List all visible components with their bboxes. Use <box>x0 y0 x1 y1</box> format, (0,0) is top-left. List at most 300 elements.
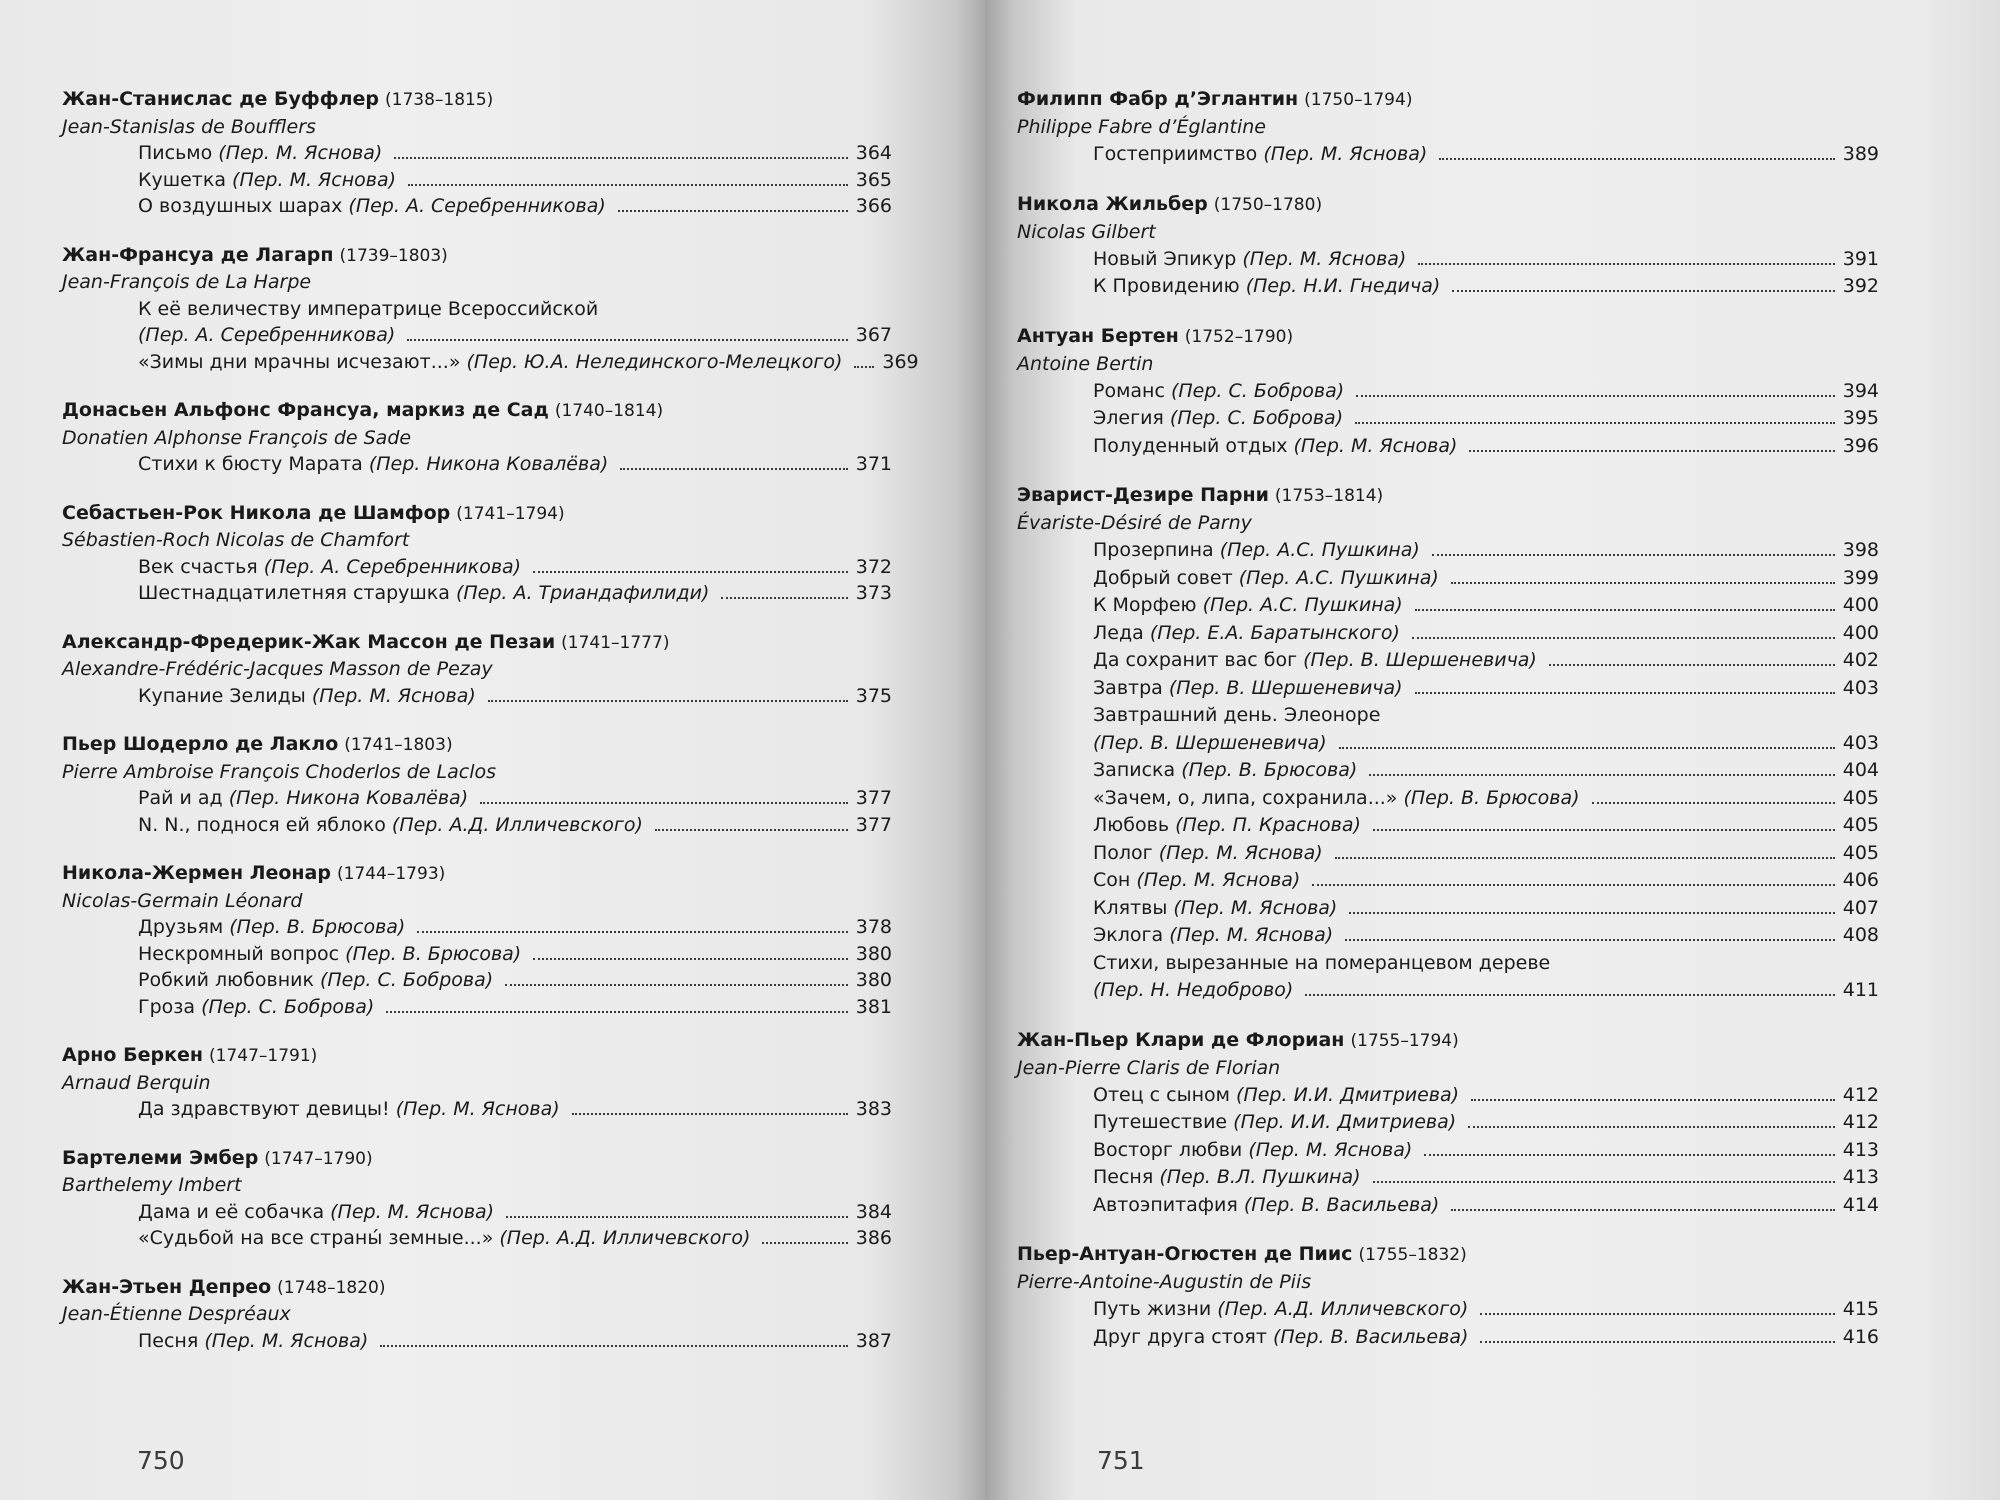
work-page-number: 399 <box>1842 566 1879 589</box>
author-dates: (1755–1832) <box>1358 1245 1467 1265</box>
work-page-number: 403 <box>1842 731 1879 754</box>
work-title: Автоэпитафия <box>1093 1193 1238 1216</box>
work-row <box>1093 565 1879 593</box>
work-title: Стихи к бюсту Марата <box>138 453 363 475</box>
work-page-number: 375 <box>855 684 892 707</box>
leader-dots <box>1373 829 1835 831</box>
work-translator: (Пер. В. Васильева) <box>1272 1325 1469 1348</box>
work-page-number: 408 <box>1842 924 1879 946</box>
work-translator: (Пер. М. Яснова) <box>232 168 396 191</box>
works-list <box>138 683 892 710</box>
works-list <box>1093 246 1879 301</box>
work-row <box>1093 785 1879 813</box>
work-text <box>1093 840 1323 868</box>
work-title: Нескромный вопрос <box>138 942 340 965</box>
work-page-number: 367 <box>855 324 892 346</box>
work-translator: (Пер. А.Д. Илличевского) <box>391 813 643 836</box>
work-row <box>138 914 892 941</box>
leader-dots <box>1468 1126 1835 1128</box>
work-text <box>138 167 396 194</box>
work-title: Новый Эпикур <box>1093 247 1237 270</box>
leader-dots <box>380 1345 847 1347</box>
toc-entry <box>62 860 892 1020</box>
work-text <box>1093 1137 1412 1165</box>
toc-entry <box>1017 191 1879 301</box>
work-translator: (Пер. Н. Недоброво) <box>1093 979 1294 1001</box>
author-line <box>62 731 892 759</box>
author-original-name: Philippe Fabre d’Églantine <box>1017 116 1266 138</box>
work-translator: (Пер. С. Боброва) <box>1169 407 1344 429</box>
author-dates: (1748–1820) <box>277 1277 386 1298</box>
work-page-number: 380 <box>855 942 892 965</box>
work-translator: (Пер. М. Яснова) <box>1248 1138 1413 1161</box>
work-text <box>1093 565 1439 593</box>
work-title: Полуденный отдых <box>1093 434 1288 457</box>
leader-dots <box>386 1011 847 1013</box>
work-translator: (Пер. И.И. Дмитриева) <box>1236 1083 1460 1106</box>
work-page-number: 398 <box>1842 539 1879 561</box>
work-page-number: 381 <box>855 995 892 1018</box>
work-title: К Провидению <box>1093 275 1240 297</box>
work-title: Эклога <box>1093 924 1164 946</box>
work-page-number: 377 <box>855 813 892 836</box>
author-name: Жан-Станислас де Буффлер <box>62 88 380 110</box>
work-page-number: 407 <box>1842 896 1879 919</box>
leader-dots <box>505 984 848 986</box>
leader-dots <box>618 210 848 212</box>
work-translator: (Пер. М. Яснова) <box>1158 841 1323 864</box>
leader-dots <box>488 700 848 702</box>
work-title: Путь жизни <box>1093 1298 1212 1320</box>
work-title: Леда <box>1093 621 1144 644</box>
leader-dots <box>762 1242 847 1244</box>
leader-dots <box>1373 1181 1835 1183</box>
author-line <box>1017 1027 1879 1055</box>
work-text <box>138 994 374 1021</box>
author-dates: (1755–1794) <box>1350 1030 1459 1051</box>
work-text <box>138 1199 494 1226</box>
work-title: Отец с сыном <box>1093 1083 1230 1106</box>
works-list <box>138 785 892 838</box>
author-original-name: Jean-Stanislas de Boufflers <box>62 115 316 138</box>
leader-dots <box>1412 637 1835 639</box>
work-row <box>1093 867 1879 895</box>
leader-dots <box>655 829 848 831</box>
work-row <box>1093 141 1879 169</box>
author-original-name: Barthelemy Imbert <box>62 1174 242 1196</box>
work-row <box>1093 675 1879 703</box>
leader-dots <box>620 468 847 470</box>
leader-dots <box>417 931 847 933</box>
work-page-number: 392 <box>1842 275 1879 297</box>
work-page-number: 413 <box>1842 1166 1879 1188</box>
work-title: Письмо <box>138 142 213 164</box>
works-list <box>138 140 892 220</box>
work-translator: (Пер. М. Яснова) <box>1263 143 1428 165</box>
author-dates: (1752–1790) <box>1184 326 1294 347</box>
toc-entry <box>1017 86 1879 169</box>
work-text <box>1093 1164 1361 1192</box>
author-original-name: Pierre-Antoine-Augustin de Piis <box>1017 1271 1312 1293</box>
work-text <box>1093 433 1457 461</box>
work-page-number: 391 <box>1842 247 1879 270</box>
author-name: Арно Беркен <box>62 1044 203 1066</box>
author-line <box>62 629 892 657</box>
leader-dots <box>1355 422 1835 424</box>
work-page-number: 380 <box>855 969 892 991</box>
author-dates: (1739–1803) <box>339 245 448 266</box>
author-name: Себастьен-Рок Никола де Шамфор <box>62 501 451 524</box>
work-translator: (Пер. Никона Ковалёва) <box>368 453 609 475</box>
leader-dots <box>1480 1313 1834 1315</box>
work-row <box>138 1328 892 1355</box>
leader-dots <box>1415 692 1835 694</box>
work-title: Песня <box>1093 1166 1154 1188</box>
work-row <box>138 451 892 478</box>
work-title: «Зачем, о, липа, сохранила...» <box>1093 786 1398 809</box>
work-translator: (Пер. А.С. Пушкина) <box>1202 594 1403 616</box>
work-translator: (Пер. М. Яснова) <box>1242 247 1407 270</box>
author-line <box>1017 191 1879 219</box>
work-page-number: 373 <box>855 582 892 604</box>
work-row <box>1093 922 1879 950</box>
leader-dots <box>1369 774 1834 776</box>
work-title: «Судьбой на все страны́ земные...» <box>138 1227 494 1249</box>
work-translator: (Пер. А.Д. Илличевского) <box>1217 1298 1469 1320</box>
work-row <box>138 1199 892 1226</box>
work-page-number: 402 <box>1842 649 1879 671</box>
work-translator: (Пер. А. Серебренникова) <box>138 324 396 346</box>
leader-dots <box>533 571 848 573</box>
work-title: Песня <box>138 1329 199 1352</box>
work-page-number: 411 <box>1842 979 1879 1001</box>
work-translator: (Пер. В. Брюсова) <box>1181 759 1358 781</box>
work-page-number: 413 <box>1842 1138 1879 1161</box>
author-line <box>62 860 892 888</box>
work-text <box>1093 757 1357 785</box>
work-text <box>1093 647 1537 675</box>
works-list <box>1093 141 1879 169</box>
leader-dots <box>407 339 847 341</box>
author-dates: (1744–1793) <box>336 864 446 884</box>
works-list <box>138 451 892 478</box>
work-translator: (Пер. А.С. Пушкина) <box>1238 566 1439 589</box>
work-row <box>1093 730 1879 758</box>
author-name: Бартелеми Эмбер <box>62 1146 259 1169</box>
work-row <box>1093 840 1879 868</box>
work-page-number: 364 <box>855 142 892 164</box>
author-name: Пьер Шодерло де Лакло <box>62 733 339 755</box>
leader-dots <box>1424 1154 1834 1156</box>
work-row <box>138 580 892 607</box>
work-translator: (Пер. В. Брюсова) <box>1403 786 1580 809</box>
work-text <box>1093 702 1380 730</box>
work-row <box>138 554 892 581</box>
works-list <box>138 1199 892 1252</box>
works-list <box>138 914 892 1020</box>
work-row <box>1093 1164 1879 1192</box>
work-text <box>1093 1192 1439 1220</box>
work-title: Прозерпина <box>1093 539 1214 561</box>
work-title: Завтрашний день. Элеоноре <box>1093 704 1381 726</box>
author-original-name: Donatien Alphonse François de Sade <box>62 426 412 449</box>
work-page-number: 405 <box>1842 814 1879 836</box>
work-row <box>1093 977 1879 1005</box>
work-text <box>138 1328 368 1355</box>
toc-entry <box>62 1145 892 1252</box>
work-page-number: 400 <box>1842 594 1879 616</box>
work-page-number: 384 <box>855 1200 892 1223</box>
work-row <box>138 785 892 812</box>
work-translator: (Пер. М. Яснова) <box>218 142 383 164</box>
author-name: Эварист-Дезире Парни <box>1017 484 1269 506</box>
work-title: Век счастья <box>138 555 258 578</box>
work-title: Восторг любви <box>1093 1138 1243 1161</box>
leader-dots <box>721 597 847 599</box>
work-title: Элегия <box>1093 407 1164 429</box>
author-line <box>1017 86 1879 114</box>
work-row <box>1093 757 1879 785</box>
work-row <box>138 941 892 968</box>
works-list <box>1093 1082 1879 1220</box>
work-row <box>1093 433 1879 461</box>
work-page-number: 403 <box>1842 676 1879 699</box>
work-title: Робкий любовник <box>138 969 314 991</box>
work-title: Любовь <box>1093 814 1170 836</box>
work-text <box>1093 1324 1468 1352</box>
author-name: Пьер-Антуан-Огюстен де Пиис <box>1017 1243 1353 1265</box>
work-page-number: 415 <box>1842 1298 1879 1320</box>
author-original-name: Jean-Pierre Claris de Florian <box>1017 1056 1281 1079</box>
work-text <box>1093 592 1403 620</box>
work-title: Добрый совет <box>1093 566 1233 589</box>
author-name: Филипп Фабр д’Эглантин <box>1017 88 1299 110</box>
work-text <box>1093 273 1440 301</box>
author-original-name: Nicolas-Germain Léonard <box>62 889 303 912</box>
leader-dots <box>480 802 848 804</box>
toc-entry <box>1017 1027 1879 1220</box>
work-row <box>1093 1324 1879 1352</box>
work-translator: (Пер. В. Васильева) <box>1243 1193 1440 1216</box>
author-line <box>62 1042 892 1070</box>
author-name: Донасьен Альфонс Франсуа, маркиз де Сад <box>62 399 549 421</box>
work-text <box>138 785 468 812</box>
work-page-number: 412 <box>1842 1111 1879 1133</box>
author-line <box>62 500 892 528</box>
work-row <box>1093 895 1879 923</box>
work-translator: (Пер. М. Яснова) <box>1173 896 1338 919</box>
work-title: Шестнадцатилетняя старушка <box>138 582 450 604</box>
work-text <box>138 683 476 710</box>
work-translator: (Пер. А.С. Пушкина) <box>1219 539 1420 561</box>
work-translator: (Пер. С. Боброва) <box>319 969 494 991</box>
author-line <box>1017 323 1879 351</box>
leader-dots <box>1549 664 1835 666</box>
work-translator: (Пер. П. Краснова) <box>1175 814 1361 836</box>
work-title: Клятвы <box>1093 896 1168 919</box>
work-row <box>138 967 892 994</box>
leader-dots <box>1356 395 1835 397</box>
work-translator: (Пер. Н.И. Гнедича) <box>1245 275 1441 297</box>
work-text <box>138 580 709 607</box>
work-translator: (Пер. Е.А. Баратынского) <box>1149 621 1400 644</box>
work-row <box>1093 1082 1879 1110</box>
work-page-number: 400 <box>1842 621 1879 644</box>
works-list <box>138 296 919 376</box>
work-translator: (Пер. В. Шершеневича) <box>1168 676 1403 699</box>
leader-dots <box>394 157 847 159</box>
work-page-number: 404 <box>1842 759 1879 781</box>
author-line <box>62 242 892 270</box>
toc-entry <box>62 629 892 710</box>
work-translator: (Пер. М. Яснова) <box>1169 924 1334 946</box>
work-translator: (Пер. М. Яснова) <box>1136 869 1301 891</box>
work-page-number: 386 <box>855 1227 892 1249</box>
leader-dots <box>1418 263 1834 265</box>
leader-dots <box>1345 939 1835 941</box>
work-text <box>1093 977 1293 1005</box>
left-toc-column <box>62 86 919 1376</box>
work-text <box>1093 812 1361 840</box>
work-page-number: 405 <box>1842 786 1879 809</box>
work-title: Путешествие <box>1093 1111 1228 1133</box>
work-row <box>1093 537 1879 565</box>
work-translator: (Пер. И.И. Дмитриева) <box>1233 1111 1457 1133</box>
work-translator: (Пер. Ю.А. Нелединского-Мелецкого) <box>466 350 843 373</box>
works-list <box>138 554 892 607</box>
work-title: Кушетка <box>138 168 226 191</box>
leader-dots <box>1312 884 1834 886</box>
author-original-name: Jean-Étienne Despréaux <box>62 1303 291 1325</box>
work-translator: (Пер. В. Шершеневича) <box>1093 731 1327 754</box>
left-page <box>0 0 985 1500</box>
work-row <box>1093 405 1879 433</box>
work-page-number: 394 <box>1842 379 1879 402</box>
work-row <box>1093 1192 1879 1220</box>
work-page-number: 396 <box>1842 434 1879 457</box>
work-title: Да здравствуют девицы! <box>138 1098 390 1120</box>
leader-dots <box>1451 1209 1834 1211</box>
works-list <box>1093 378 1879 461</box>
work-text <box>138 554 521 581</box>
work-text <box>138 451 608 478</box>
author-dates: (1747–1791) <box>208 1046 318 1066</box>
work-row <box>138 683 892 710</box>
work-title: К её величеству императрице Всероссийской <box>138 297 599 320</box>
work-text <box>1093 537 1420 565</box>
work-row <box>138 994 892 1021</box>
work-page-number: 412 <box>1842 1083 1879 1106</box>
work-row <box>138 193 892 220</box>
leader-dots <box>533 958 848 960</box>
right-page <box>985 0 2000 1500</box>
author-dates: (1750–1794) <box>1304 90 1413 110</box>
work-title: «Зимы дни мрачны исчезают...» <box>138 350 461 373</box>
work-text <box>138 1225 750 1252</box>
toc-entry <box>62 731 892 838</box>
work-title: Да сохранит вас бог <box>1093 649 1298 671</box>
work-page-number: 366 <box>855 195 892 217</box>
work-text <box>1093 730 1327 758</box>
work-text <box>1093 675 1403 703</box>
work-title: Друзьям <box>138 916 224 938</box>
work-text <box>1093 1296 1468 1324</box>
toc-entry <box>1017 1241 1879 1351</box>
work-translator: (Пер. М. Яснова) <box>395 1098 560 1120</box>
author-original-name: Jean-François de La Harpe <box>62 271 312 293</box>
work-text <box>138 1096 560 1123</box>
work-page-number: 414 <box>1842 1193 1879 1216</box>
leader-dots <box>506 1216 848 1218</box>
author-line <box>62 1145 892 1173</box>
toc-entry <box>62 397 892 478</box>
work-page-number: 383 <box>855 1098 892 1120</box>
work-row <box>1093 950 1879 978</box>
author-original-name: Évariste-Désiré de Parny <box>1017 512 1252 534</box>
work-row <box>138 296 892 323</box>
work-row <box>138 349 919 376</box>
works-list <box>138 1096 892 1123</box>
work-translator: (Пер. М. Яснова) <box>1293 434 1458 457</box>
work-title: О воздушных шарах <box>138 195 343 217</box>
work-row <box>1093 620 1879 648</box>
work-title: Сон <box>1093 869 1131 891</box>
work-page-number: 369 <box>882 350 919 373</box>
leader-dots <box>1335 857 1835 859</box>
leader-dots <box>1451 582 1835 584</box>
work-title: Романс <box>1093 379 1165 402</box>
leader-dots <box>1349 912 1834 914</box>
leader-dots <box>1452 290 1834 292</box>
work-row <box>1093 1137 1879 1165</box>
work-row <box>1093 1296 1879 1324</box>
work-page-number: 406 <box>1842 869 1879 891</box>
author-dates: (1753–1814) <box>1274 486 1384 506</box>
work-row <box>1093 246 1879 274</box>
work-row <box>1093 812 1879 840</box>
author-line <box>62 1274 892 1302</box>
author-line <box>1017 482 1879 510</box>
author-line <box>62 397 892 425</box>
toc-entry <box>62 500 892 607</box>
work-text <box>1093 922 1333 950</box>
author-name: Александр-Фредерик-Жак Массон де Пезаи <box>62 630 556 653</box>
leader-dots <box>1480 1341 1834 1343</box>
toc-entry <box>62 1042 892 1123</box>
works-list <box>1093 537 1879 1005</box>
author-original-name: Sébastien-Roch Nicolas de Chamfort <box>62 529 410 551</box>
work-title: Стихи, вырезанные на померанцевом дереве <box>1093 951 1551 974</box>
work-row <box>1093 378 1879 406</box>
work-title: Гроза <box>138 995 196 1018</box>
work-page-number: 365 <box>855 168 892 191</box>
toc-entry <box>1017 323 1879 461</box>
work-row <box>1093 592 1879 620</box>
author-original-name: Antoine Bertin <box>1017 352 1154 375</box>
work-text <box>1093 141 1427 169</box>
work-translator: (Пер. В.Л. Пушкина) <box>1159 1166 1361 1188</box>
work-text <box>138 193 606 220</box>
author-original-name: Pierre Ambroise François Choderlos de Laclos <box>62 760 497 783</box>
work-translator: (Пер. С. Боброва) <box>1170 379 1345 402</box>
author-name: Антуан Бертен <box>1017 324 1179 347</box>
work-text <box>1093 895 1337 923</box>
work-page-number: 416 <box>1842 1325 1879 1348</box>
work-text <box>138 914 405 941</box>
work-translator: (Пер. Никона Ковалёва) <box>228 787 469 809</box>
work-title: Друг друга стоят <box>1093 1325 1267 1348</box>
work-title: Полог <box>1093 841 1153 864</box>
